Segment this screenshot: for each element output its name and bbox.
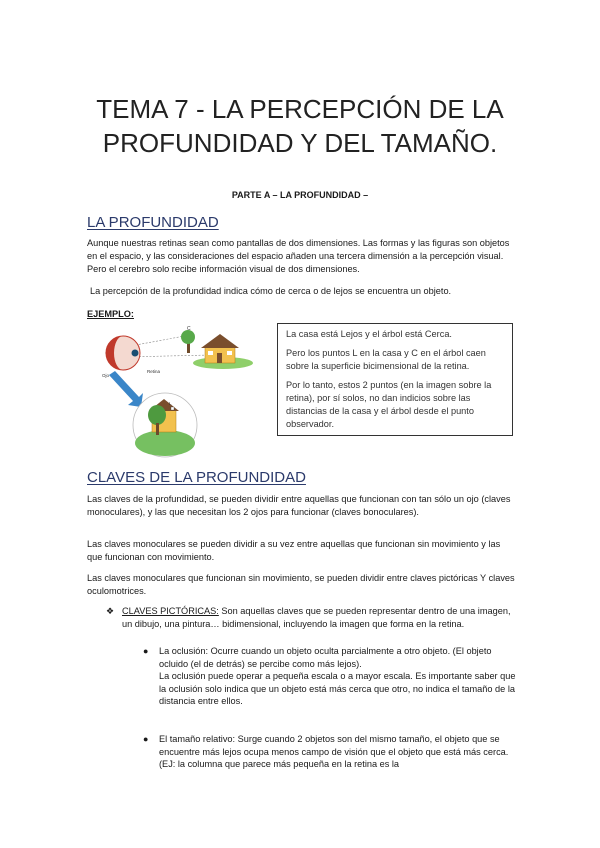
tree-crown	[181, 330, 195, 344]
depth-illustration	[95, 325, 255, 465]
oclusion-line-2: La oclusión puede operar a pequeña escala o a mayor escala. Es importante saber que la oclusión solo indica que un objeto está más cerca que otro, no indica el tamaño de la distancia entre ellos.	[159, 671, 516, 706]
pictoricas-lead: CLAVES PICTÓRICAS:	[122, 606, 219, 616]
claves-paragraph-2: Las claves monoculares se pueden dividir a su vez entre aquellas que funcionan sin movimiento y las que funcionan con movimiento.	[87, 539, 501, 562]
point-l-label: L	[169, 401, 172, 406]
retina-image-tree	[148, 405, 166, 425]
bullet-dot-icon: ●	[143, 734, 149, 744]
example-label: EJEMPLO:	[87, 309, 134, 319]
page-title	[60, 92, 540, 160]
tamano-relativo-line: El tamaño relativo: Surge cuando 2 objetos son del mismo tamaño, el objeto que se encuentre más lejos ocupa menos campo de visión que el objeto que está más cerca. (EJ: la columna que parece más pequeña en la retina es la	[159, 734, 509, 769]
depth-definition-paragraph: La percepción de la profundidad indica cómo de cerca o de lejos se encuentra un objeto.	[90, 286, 452, 296]
retina-label: Retina	[147, 369, 161, 374]
bullet-dot-icon: ●	[143, 646, 149, 656]
pictoricas-text	[122, 605, 518, 630]
intro-paragraph: Aunque nuestras retinas sean como pantallas de dos dimensiones. Las formas y las figuras son objetos en el espacio, y las consideraciones del espacio añaden una tercera dimensión a la percepción visual. Pero el cerebro solo recibe información visual de dos dimensiones.	[87, 238, 510, 274]
claves-paragraph-3: Las claves monoculares que funcionan sin movimiento, se pueden dividir entre claves pictóricas Y claves oculomotrices.	[87, 573, 515, 596]
point-c-label: C	[187, 326, 191, 332]
title-line-2: PROFUNDIDAD Y DEL TAMAÑO.	[102, 128, 498, 158]
example-box-paragraph-2: Pero los puntos L en la casa y C en el árbol caen sobre la superficie bicimensional de la retina.	[286, 348, 486, 371]
retina-image-trunk	[156, 423, 159, 435]
title-line-1: TEMA 7 - LA PERCEPCIÓN DE LA	[96, 94, 504, 124]
example-box-paragraph-1: La casa está Lejos y el árbol está Cerca.	[286, 329, 452, 339]
tamano-relativo-text	[159, 733, 517, 771]
part-subtitle: PARTE A – LA PROFUNDIDAD –	[231, 190, 369, 200]
section-heading-claves: CLAVES DE LA PROFUNDIDAD	[87, 469, 306, 486]
eye-label: Ojo	[102, 373, 110, 378]
house-window	[227, 351, 232, 355]
point-l-marker	[171, 407, 174, 410]
house-roof	[201, 334, 239, 348]
claves-paragraph-1: Las claves de la profundidad, se pueden dividir entre aquellas que funcionan con tan sólo un ojo (claves monoculares), y las que necesitan los 2 ojos para funcionar (claves bonoculares).	[87, 494, 511, 517]
oclusion-text	[159, 645, 517, 708]
diamond-bullet-icon: ❖	[106, 606, 115, 616]
eye-pupil	[132, 350, 139, 357]
down-arrow-icon	[109, 371, 143, 407]
retina-image-lawn	[135, 430, 195, 456]
example-box-paragraph-3: Por lo tanto, estos 2 puntos (en la imagen sobre la retina), por sí solos, no dan indicios sobre las distancias de la casa y el árbol desde el punto observador.	[286, 380, 492, 429]
example-explanation-box	[277, 323, 513, 436]
house-door	[217, 353, 222, 363]
pictoricas-body: Son aquellas claves que se pueden representar dentro de una imagen, un dibujo, una pintura… bidimensional, incluyendo la imagen que forma en la retina.	[122, 606, 511, 629]
section-heading-profundidad: LA PROFUNDIDAD	[87, 214, 219, 231]
oclusion-line-1: La oclusión: Ocurre cuando un objeto oculta parcialmente a otro objeto. (El objeto ocluido (el de detrás) se percibe como más lejos).	[159, 646, 492, 669]
house-window	[208, 351, 213, 355]
